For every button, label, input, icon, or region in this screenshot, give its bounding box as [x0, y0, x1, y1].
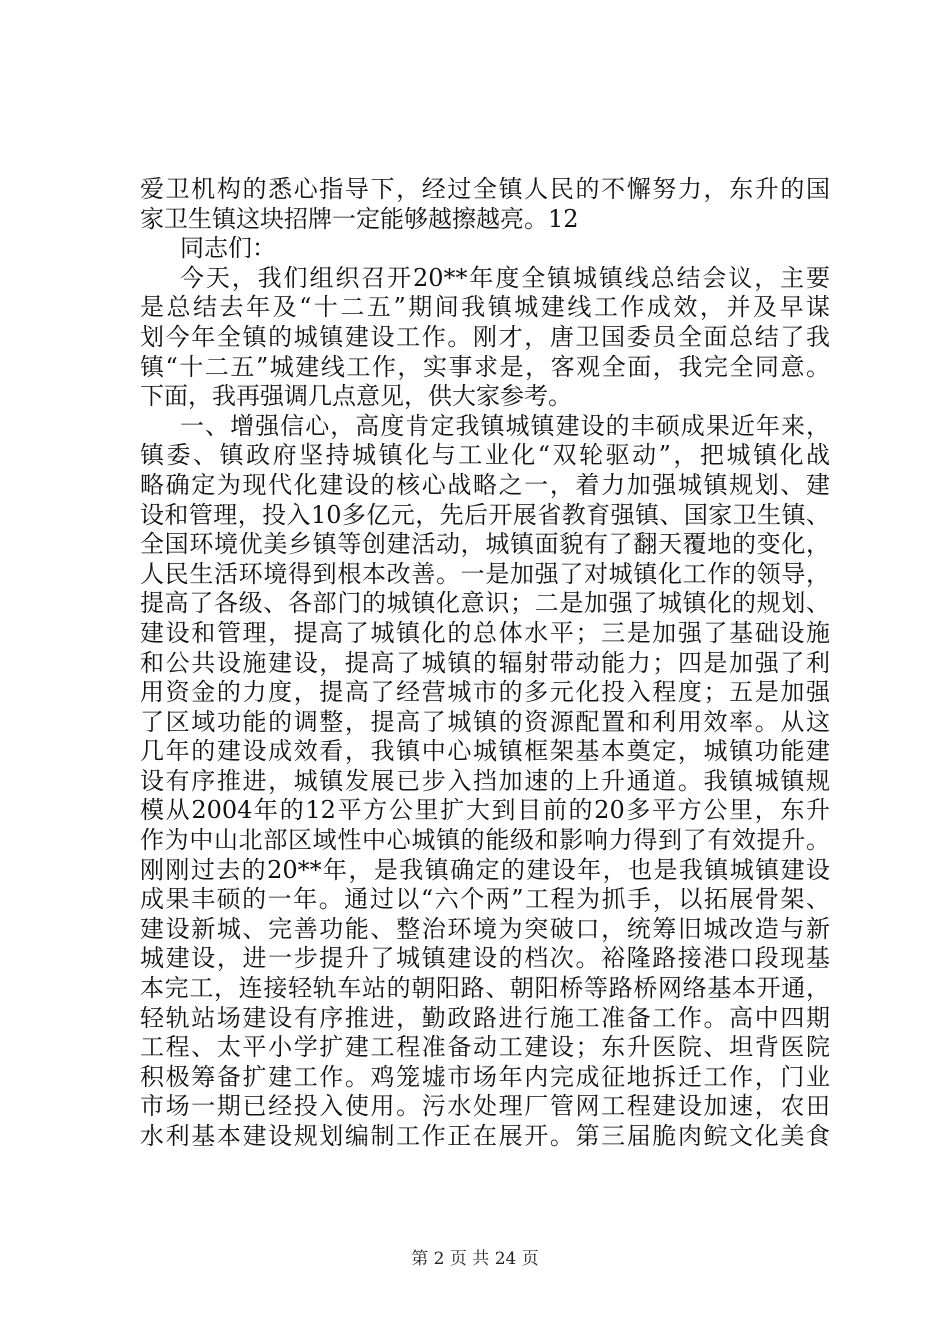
text-line: 设有序推进，城镇发展已步入挡加速的上升通道。我镇城镇规: [140, 766, 830, 795]
text-line: 爱卫机构的悉心指导下，经过全镇人民的不懈努力，东升的国: [140, 175, 830, 203]
text-line: 几年的建设成效看，我镇中心城镇框架基本奠定，城镇功能建: [140, 737, 830, 766]
text-line: 设和管理，投入10多亿元，先后开展省教育强镇、国家卫生镇、: [140, 500, 830, 529]
text-line: 略确定为现代化建设的核心战略之一，着力加强城镇规划、建: [140, 470, 830, 499]
text-line: 今天，我们组织召开20**年度全镇城镇线总结会议，主要: [180, 263, 830, 292]
text-line: 下面，我再强调几点意见，供大家参考。: [140, 382, 572, 411]
text-line: 工程、太平小学扩建工程准备动工建设；东升医院、坦背医院: [140, 1033, 830, 1062]
document-body: [140, 175, 830, 1152]
text-line: 提高了各级、各部门的城镇化意识；二是加强了城镇化的规划、: [140, 589, 830, 618]
text-line: 刚刚过去的20**年，是我镇确定的建设年，也是我镇城镇建设: [140, 855, 830, 884]
text-line: 家卫生镇这块招牌一定能够越擦越亮。12: [140, 204, 579, 233]
text-line: 积极筹备扩建工作。鸡笼墟市场年内完成征地拆迁工作，门业: [140, 1062, 830, 1091]
text-line: 市场一期已经投入使用。污水处理厂管网工程建设加速，农田: [140, 1092, 830, 1121]
text-line: 模从2004年的12平方公里扩大到目前的20多平方公里，东升: [140, 796, 830, 825]
text-line: 人民生活环境得到根本改善。一是加强了对城镇化工作的领导，: [140, 559, 830, 588]
text-line: 镇“十二五”城建线工作，实事求是，客观全面，我完全同意。: [140, 352, 830, 381]
text-line: 镇委、镇政府坚持城镇化与工业化“双轮驱动”，把城镇化战: [140, 441, 830, 470]
text-line: 水利基本建设规划编制工作正在展开。第三届脆肉鲩文化美食: [140, 1122, 830, 1150]
text-line: 和公共设施建设，提高了城镇的辐射带动能力；四是加强了利: [140, 648, 830, 677]
text-line: 建设新城、完善功能、整治环境为突破口，统筹旧城改造与新: [140, 914, 830, 943]
text-line: 同志们：: [180, 234, 276, 263]
text-line: 城建设，进一步提升了城镇建设的档次。裕隆路接港口段现基: [140, 944, 830, 973]
text-line: 轻轨站场建设有序推进，勤政路进行施工准备工作。高中四期: [140, 1003, 830, 1032]
text-line: 了区域功能的调整，提高了城镇的资源配置和利用效率。从这: [140, 707, 830, 736]
text-line: 全国环境优美乡镇等创建活动，城镇面貌有了翻天覆地的变化，: [140, 530, 830, 559]
text-line: 一、增强信心，高度肯定我镇城镇建设的丰硕成果近年来，: [180, 411, 830, 440]
text-line: 是总结去年及“十二五”期间我镇城建线工作成效，并及早谋: [140, 293, 830, 322]
page-footer: 第 2 页 共 24 页: [411, 1249, 539, 1269]
text-line: 建设和管理，提高了城镇化的总体水平；三是加强了基础设施: [140, 618, 830, 647]
text-line: 用资金的力度，提高了经营城市的多元化投入程度；五是加强: [140, 678, 830, 707]
text-line: 划今年全镇的城镇建设工作。刚才，唐卫国委员全面总结了我: [140, 322, 830, 351]
text-line: 本完工，连接轻轨车站的朝阳路、朝阳桥等路桥网络基本开通，: [140, 974, 830, 1003]
text-line: 作为中山北部区域性中心城镇的能级和影响力得到了有效提升。: [140, 826, 830, 855]
text-line: 成果丰硕的一年。通过以“六个两”工程为抓手，以拓展骨架、: [140, 885, 830, 914]
